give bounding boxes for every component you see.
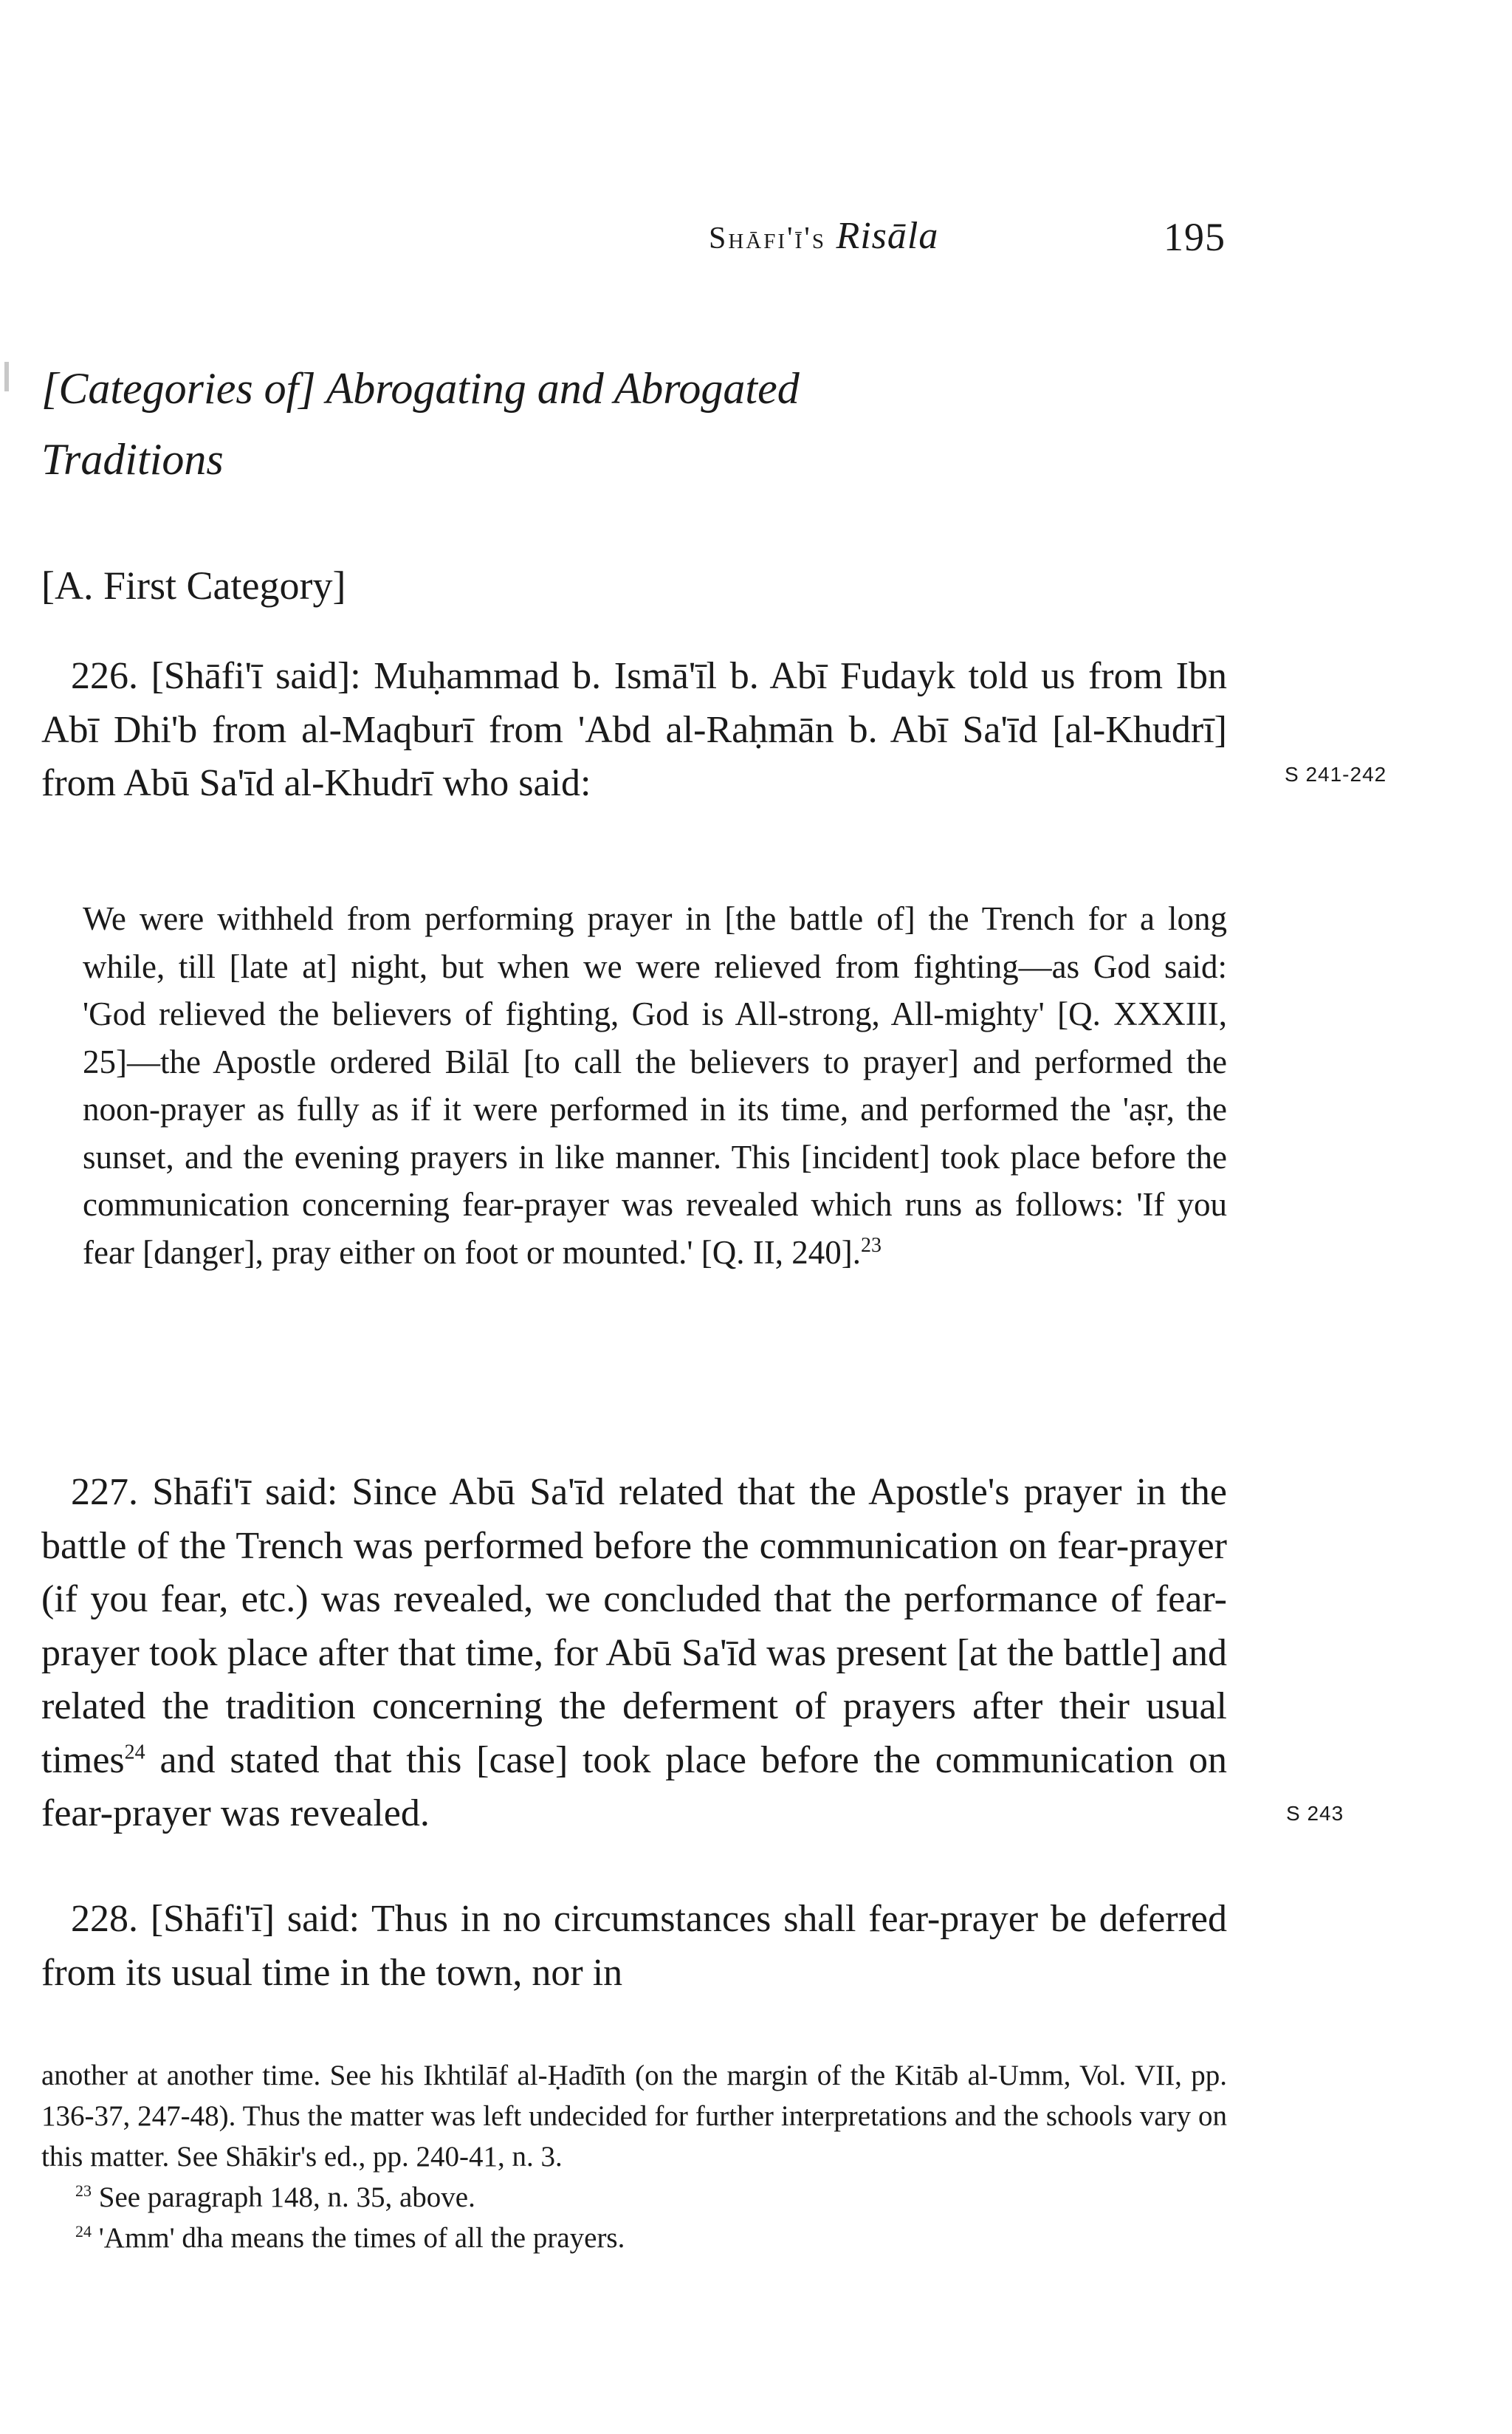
paragraph-228 (41, 1893, 1227, 2000)
footnote-24 (41, 2218, 1227, 2258)
paragraph-227-text-before: 227. Shāfi'ī said: Since Abū Sa'īd related that the Apostle's prayer in the battle of the Trench was performed before the communication on fear-prayer (if you fear, etc.) was revealed, we concluded that the performance of fear-prayer took place after that time, for Abū Sa'īd was present [at the battle] and related the tradition concerning the deferment of prayers after their usual times (41, 1471, 1227, 1781)
block-quote-text: We were withheld from performing prayer in [the battle of] the Trench for a long while, till [late at] night, but when we were relieved from fighting—as God said: 'God relieved the believers of fighting, God is All-strong, All-mighty' [Q. XXXIII, 25]—the Apostle ordered Bilāl [to call the believers to prayer] and performed the noon-prayer as fully as if it were performed in its time, and performed the 'aṣr, the sunset, and the evening prayers in like manner. This [incident] took place before the communication concerning fear-prayer was revealed which runs as follows: 'If you fear [danger], pray either on foot or mounted.' [Q. II, 240]. (83, 900, 1227, 1271)
paragraph-228-text: 228. [Shāfi'ī] said: Thus in no circumstances shall fear-prayer be deferred from its usual time in the town, nor in (41, 1898, 1227, 1994)
paragraph-226 (41, 650, 1227, 811)
page-number: 195 (1164, 215, 1226, 259)
footnote-24-mark: 24 (75, 2222, 92, 2241)
running-head-title: Risāla (836, 215, 939, 257)
scan-artifact (4, 362, 9, 391)
footnote-ref-24: 24 (124, 1741, 145, 1764)
section-title (41, 353, 1193, 495)
running-head (709, 214, 1226, 258)
section-title-line-1: [Categories of] Abrogating and Abrogated (41, 364, 800, 413)
footnote-23-mark: 23 (75, 2181, 92, 2200)
footnote-24-text: 'Amm' dha means the times of all the prayers. (92, 2222, 625, 2254)
paragraph-227-text-after: and stated that this [case] took place before the communication on fear-prayer was revealed. (41, 1738, 1227, 1834)
block-quote (83, 895, 1227, 1276)
margin-note-s241-242: S 241-242 (1285, 763, 1387, 786)
running-head-author: Shāfi'ī's (709, 222, 826, 256)
paragraph-226-text: 226. [Shāfi'ī said]: Muḥammad b. Ismā'īl b. Abī Fudayk told us from Ibn Abī Dhi'b from al-Maqburī from 'Abd al-Raḥmān b. Abī Sa'īd [al-Khudrī] from Abū Sa'īd al-Khudrī who said: (41, 655, 1227, 804)
footnotes (41, 2055, 1227, 2258)
paragraph-227 (41, 1466, 1227, 1841)
footnote-23-text: See paragraph 148, n. 35, above. (92, 2181, 475, 2213)
footnote-ref-23: 23 (860, 1233, 882, 1257)
footnote-23 (41, 2177, 1227, 2218)
footnote-continued: another at another time. See his Ikhtilāf al-Ḥadīth (on the margin of the Kitāb al-Umm, Vol. VII, pp. 136-37, 247-48). Thus the matter was left undecided for further interpretations and the schools vary on this matter. See Shākir's ed., pp. 240-41, n. 3. (41, 2060, 1227, 2173)
margin-note-s243: S 243 (1286, 1802, 1344, 1825)
section-title-line-2: Traditions (41, 435, 224, 484)
subheading: [A. First Category] (41, 563, 346, 608)
